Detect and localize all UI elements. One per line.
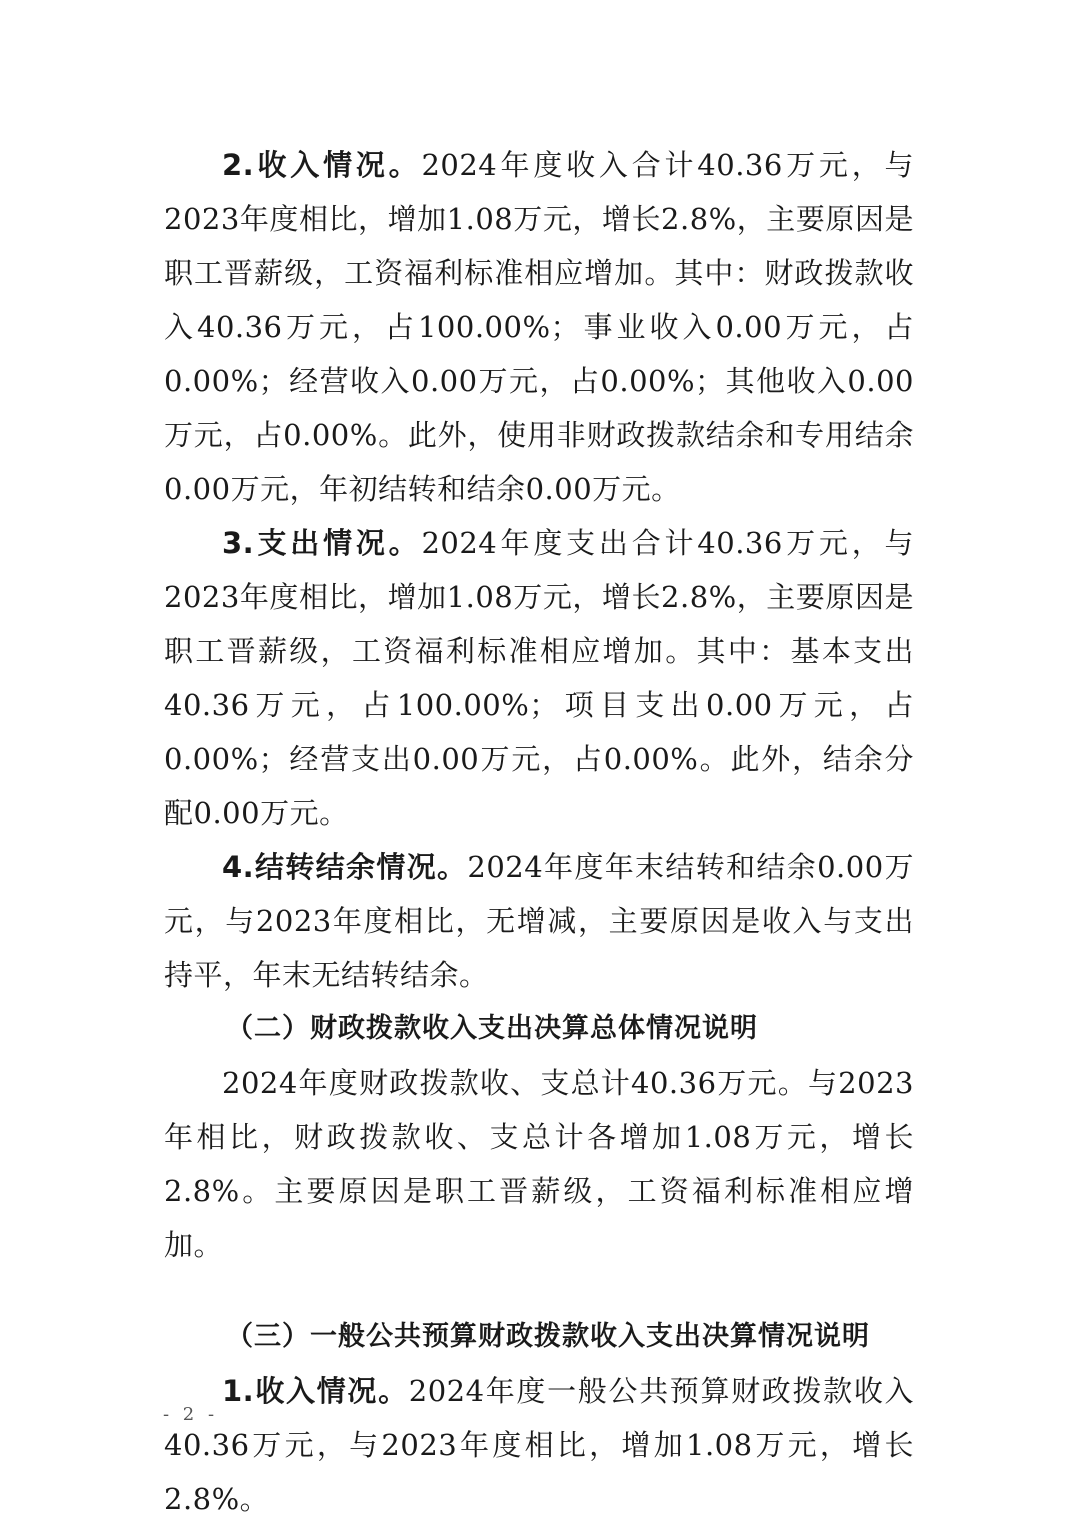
paragraph-expenditure xyxy=(164,516,914,840)
paragraph-text: 2024年度一般公共预算财政拨款收入40.36万元，与2023年度相比，增加1.08万元，增长2.8%。 xyxy=(164,1374,914,1516)
paragraph-text: 2024年度财政拨款收、支总计40.36万元。与2023年相比，财政拨款收、支总计各增加1.08万元，增长2.8%。主要原因是职工晋薪级，工资福利标准相应增加。 xyxy=(164,1066,914,1262)
paragraph-fiscal-overview xyxy=(164,1056,914,1272)
section-heading-fiscal-overview: （二）财政拨款收入支出决算总体情况说明 xyxy=(226,1013,758,1044)
paragraph-lead: 4.结转结余情况。 xyxy=(222,850,468,884)
section-spacer xyxy=(164,1272,914,1310)
paragraph-text: 2024年度年末结转和结余0.00万元，与2023年度相比，无增减，主要原因是收入与支出持平，年末无结转结余。 xyxy=(164,850,914,992)
paragraph-text: 2024年度收入合计40.36万元，与2023年度相比，增加1.08万元，增长2.8%，主要原因是职工晋薪级，工资福利标准相应增加。其中：财政拨款收入40.36万元，占100.00%；事业收入0.00万元，占0.00%；经营收入0.00万元，占0.00%；其他收入0.00万元，占0.00%。此外，使用非财政拨款结余和专用结余0.00万元，年初结转和结余0.00万元。 xyxy=(164,148,914,506)
page-number: - 2 - xyxy=(163,1404,219,1425)
paragraph-general-budget-income xyxy=(164,1364,914,1526)
paragraph-text: 2024年度支出合计40.36万元，与2023年度相比，增加1.08万元，增长2.8%，主要原因是职工晋薪级，工资福利标准相应增加。其中：基本支出40.36万元，占100.00%；项目支出0.00万元，占0.00%；经营支出0.00万元，占0.00%。此外，结余分配0.00万元。 xyxy=(164,526,914,830)
paragraph-lead: 3.支出情况。 xyxy=(222,526,422,560)
paragraph-income xyxy=(164,138,914,516)
document-body xyxy=(164,138,914,1526)
paragraph-carryover xyxy=(164,840,914,1002)
section-heading-general-budget: （三）一般公共预算财政拨款收入支出决算情况说明 xyxy=(226,1321,870,1352)
paragraph-lead: 1.收入情况。 xyxy=(222,1374,409,1408)
paragraph-lead: 2.收入情况。 xyxy=(222,148,422,182)
